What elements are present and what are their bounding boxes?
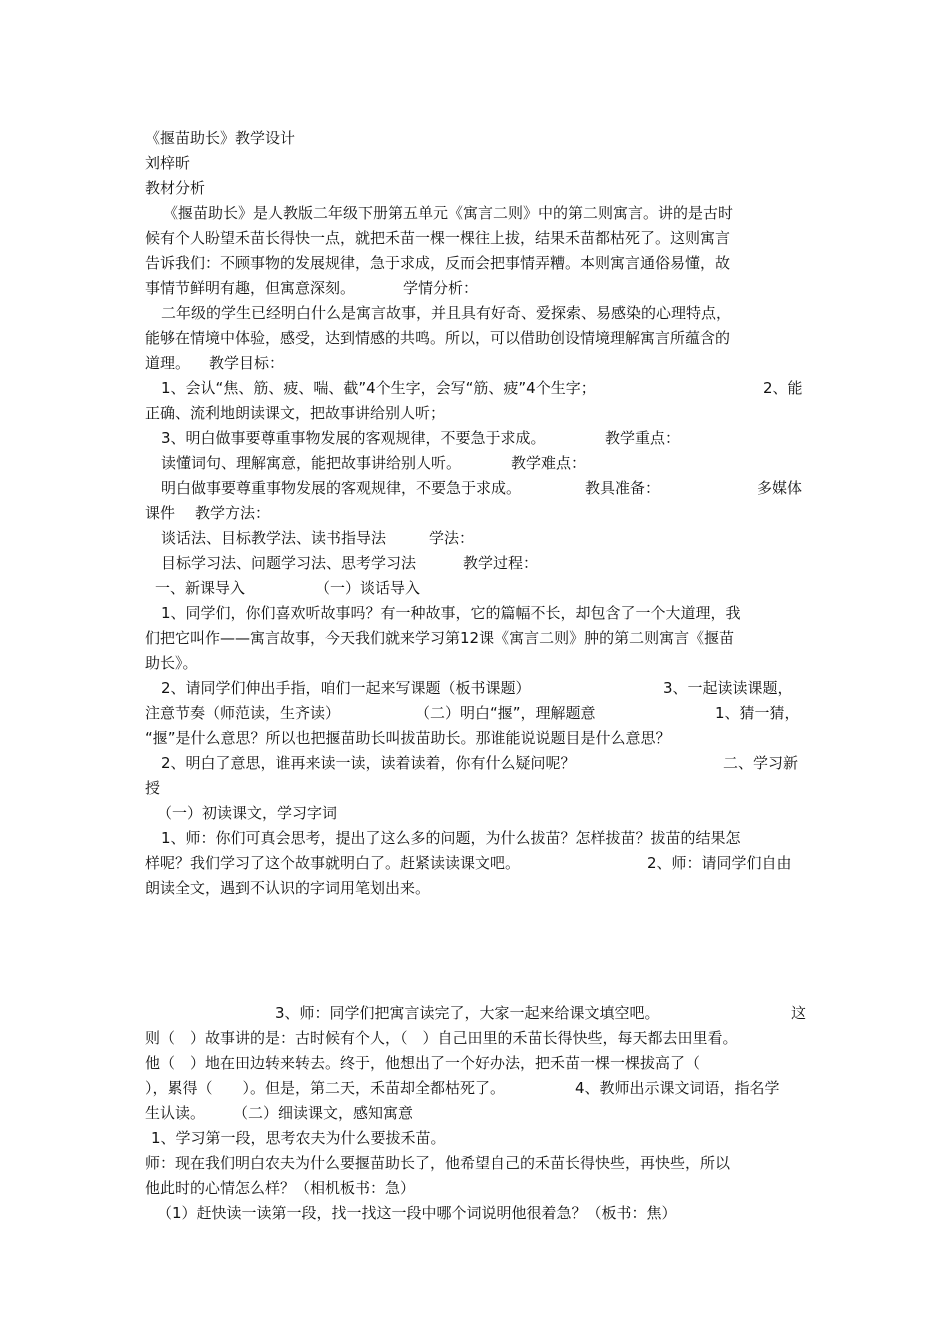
section-heading: 教具准备： bbox=[585, 479, 661, 497]
text-line: 1、同学们，你们喜欢听故事吗？有一种故事，它的篇幅不长，却包含了一个大道理，我 bbox=[161, 604, 741, 622]
document-title: 《揠苗助长》教学设计 bbox=[145, 129, 296, 147]
text-line: 生认读。 （二）细读课文，感知寓意 bbox=[145, 1104, 414, 1122]
text-line: 们把它叫作——寓言故事，今天我们就来学习第12课《寓言二则》肿的第二则寓言《揠苗 bbox=[145, 629, 735, 647]
text-line: 朗读全文，遇到不认识的字词用笔划出来。 bbox=[145, 879, 431, 897]
text-line: 2、请同学们伸出手指，咱们一起来写课题（板书课题） 3、一起读读课题， bbox=[161, 679, 793, 697]
text-line: “揠”是什么意思？所以也把揠苗助长叫拔苗助长。那谁能说说题目是什么意思？ bbox=[145, 729, 671, 747]
text-line: 告诉我们：不顾事物的发展规律，急于求成，反而会把事情弄糟。本则寓言通俗易懂，故 bbox=[145, 254, 731, 272]
author-name: 刘梓昕 bbox=[145, 154, 191, 172]
text-line: 课件 教学方法： bbox=[145, 504, 271, 522]
text-line: 能够在情境中体验，感受，达到情感的共鸣。所以，可以借助创设情境理解寓言所蕴含的 bbox=[145, 329, 731, 347]
section-heading-material: 教材分析 bbox=[145, 179, 206, 197]
text-line: 1、学习第一段，思考农夫为什么要拔禾苗。 bbox=[151, 1129, 446, 1147]
section-heading: 教学重点： bbox=[605, 429, 681, 447]
section-heading: 学情分析： bbox=[403, 279, 479, 297]
section-heading: 教学目标： bbox=[209, 354, 285, 372]
text-line: 3、明白做事要尊重事物发展的客观规律，不要急于求成。 教学重点： bbox=[161, 429, 681, 447]
text-line: 则（ ）故事讲的是：古时候有个人，（ ）自己田里的禾苗长得快些，每天都去田里看。 bbox=[145, 1029, 738, 1047]
text-line: 二年级的学生已经明白什么是寓言故事，并且具有好奇、爱探索、易感染的心理特点， bbox=[161, 304, 732, 322]
text-line: 一、新课导入 （一）谈话导入 bbox=[155, 579, 421, 597]
text-line: 明白做事要尊重事物发展的客观规律，不要急于求成。 教具准备： 多媒体 bbox=[161, 479, 803, 497]
text-line: 谈话法、目标教学法、读书指导法 学法： bbox=[161, 529, 475, 547]
text-line: 助长》。 bbox=[145, 654, 198, 672]
text-line: 2、明白了意思，谁再来读一读，读着读着，你有什么疑问呢？ 二、学习新 bbox=[161, 754, 799, 772]
text-line: 1、师：你们可真会思考，提出了这么多的问题，为什么拔苗？怎样拔苗？拔苗的结果怎 bbox=[161, 829, 741, 847]
text-line: 目标学习法、问题学习法、思考学习法 教学过程： bbox=[161, 554, 539, 572]
text-line: 道理。 教学目标： bbox=[145, 354, 285, 372]
text-line: 注意节奏（师范读，生齐读） （二）明白“揠”，理解题意 1、猜一猜， bbox=[145, 704, 800, 722]
text-line: 候有个人盼望禾苗长得快一点，就把禾苗一棵一棵往上拔，结果禾苗都枯死了。这则寓言 bbox=[145, 229, 731, 247]
text-line: 他此时的心情怎么样？（相机板书：急） bbox=[145, 1179, 416, 1197]
text-line: （一）初读课文，学习字词 bbox=[157, 804, 338, 822]
text-line: 授 bbox=[145, 779, 161, 797]
text-line: （1）赶快读一读第一段，找一找这一段中哪个词说明他很着急？（板书：焦） bbox=[157, 1204, 677, 1222]
section-heading: 学法： bbox=[429, 529, 475, 547]
text-line: 事情节鲜明有趣，但寓意深刻。 学情分析： bbox=[145, 279, 479, 297]
text-line: 读懂词句、理解寓意，能把故事讲给别人听。 教学难点： bbox=[161, 454, 587, 472]
text-line: ），累得（ ）。但是，第二天，禾苗却全都枯死了。 4、教师出示课文词语，指名学 bbox=[145, 1079, 780, 1097]
section-heading: 教学难点： bbox=[511, 454, 587, 472]
text-line: 正确、流利地朗读课文，把故事讲给别人听； bbox=[145, 404, 446, 422]
text-line: 样呢？我们学习了这个故事就明白了。赶紧读读课文吧。 2、师：请同学们自由 bbox=[145, 854, 792, 872]
text-line: 《揠苗助长》是人教版二年级下册第五单元《寓言二则》中的第二则寓言。讲的是古时 bbox=[163, 204, 734, 222]
section-heading: 二、学习新 bbox=[723, 754, 799, 772]
text-line: 1、会认“焦、筋、疲、喘、截”4个生字，会写“筋、疲”4个生字； 2、能 bbox=[161, 379, 803, 397]
section-heading: 教学方法： bbox=[195, 504, 271, 522]
text-line: 师：现在我们明白农夫为什么要揠苗助长了，他希望自己的禾苗长得快些，再快些，所以 bbox=[145, 1154, 731, 1172]
text-line: 3、师：同学们把寓言读完了，大家一起来给课文填空吧。 这 bbox=[275, 1004, 807, 1022]
section-heading: 教学过程： bbox=[463, 554, 539, 572]
text-line: 他（ ）地在田边转来转去。终于，他想出了一个好办法，把禾苗一棵一棵拔高了（ bbox=[145, 1054, 701, 1072]
